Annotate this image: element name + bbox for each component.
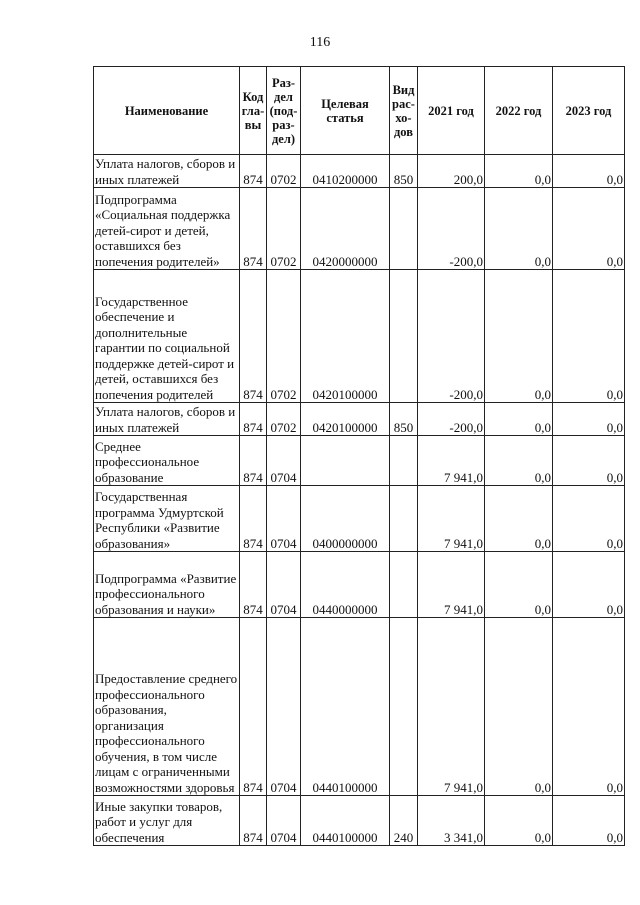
row-section: 0704: [267, 552, 301, 618]
row-2022: 0,0: [485, 486, 553, 552]
row-2023: 0,0: [553, 436, 625, 486]
row-2021: -200,0: [418, 403, 485, 436]
row-2021: 200,0: [418, 155, 485, 188]
row-expense-type: [390, 552, 418, 618]
row-2022: 0,0: [485, 796, 553, 846]
table-row: [94, 486, 625, 552]
row-expense-type: [390, 436, 418, 486]
header-expense-type: Вид рас- хо- дов: [390, 67, 418, 155]
table-row: [94, 403, 625, 436]
header-2022: 2022 год: [485, 67, 553, 155]
row-code: 874: [240, 155, 267, 188]
row-name: Среднее профессиональное образование: [94, 436, 240, 486]
budget-table: [93, 66, 625, 846]
header-name: Наименование: [94, 67, 240, 155]
row-2022: 0,0: [485, 155, 553, 188]
row-section: 0704: [267, 618, 301, 796]
row-2021: 7 941,0: [418, 486, 485, 552]
row-target: 0420100000: [301, 270, 390, 403]
header-target: Целевая статья: [301, 67, 390, 155]
row-target: 0420000000: [301, 188, 390, 270]
row-code: 874: [240, 796, 267, 846]
row-section: 0704: [267, 436, 301, 486]
row-section: 0704: [267, 796, 301, 846]
row-section: 0702: [267, 403, 301, 436]
row-target: 0440100000: [301, 796, 390, 846]
row-name: Уплата налогов, сборов и иных платежей: [94, 155, 240, 188]
page-number: 116: [309, 35, 331, 50]
row-name: Иные закупки товаров, работ и услуг для обеспечения: [94, 796, 240, 846]
row-code: 874: [240, 618, 267, 796]
header-section: Раз- дел (под- раз- дел): [267, 67, 301, 155]
row-section: 0702: [267, 270, 301, 403]
row-target: 0420100000: [301, 403, 390, 436]
row-code: 874: [240, 486, 267, 552]
header-2021: 2021 год: [418, 67, 485, 155]
row-expense-type: [390, 188, 418, 270]
row-target: 0440000000: [301, 552, 390, 618]
row-target: [301, 436, 390, 486]
row-name: Государственная программа Удмуртской Республики «Развитие образования»: [94, 486, 240, 552]
row-expense-type: 850: [390, 403, 418, 436]
row-2023: 0,0: [553, 796, 625, 846]
table-row: [94, 552, 625, 618]
row-name: Предоставление среднего профессионального образования, организация профессионального обучения, в том числе лицам с ограниченными возможностями здоровья: [94, 618, 240, 796]
row-expense-type: [390, 618, 418, 796]
row-2021: 3 341,0: [418, 796, 485, 846]
row-2021: -200,0: [418, 188, 485, 270]
row-code: 874: [240, 403, 267, 436]
row-name: Государственное обеспечение и дополнительные гарантии по социальной поддержке детей-сирот и детей, оставшихся без попечения родителей: [94, 270, 240, 403]
row-expense-type: 850: [390, 155, 418, 188]
row-section: 0704: [267, 486, 301, 552]
row-2021: 7 941,0: [418, 436, 485, 486]
row-2023: 0,0: [553, 155, 625, 188]
row-code: 874: [240, 188, 267, 270]
row-2023: 0,0: [553, 618, 625, 796]
header-2023: 2023 год: [553, 67, 625, 155]
row-name: Уплата налогов, сборов и иных платежей: [94, 403, 240, 436]
row-code: 874: [240, 436, 267, 486]
table-row: [94, 618, 625, 796]
row-2021: -200,0: [418, 270, 485, 403]
row-2022: 0,0: [485, 618, 553, 796]
row-2022: 0,0: [485, 270, 553, 403]
row-2023: 0,0: [553, 188, 625, 270]
row-target: 0440100000: [301, 618, 390, 796]
row-2022: 0,0: [485, 552, 553, 618]
table-row: [94, 796, 625, 846]
row-2023: 0,0: [553, 270, 625, 403]
row-2022: 0,0: [485, 403, 553, 436]
row-expense-type: [390, 270, 418, 403]
header-code: Код гла- вы: [240, 67, 267, 155]
row-expense-type: 240: [390, 796, 418, 846]
row-target: 0400000000: [301, 486, 390, 552]
row-section: 0702: [267, 188, 301, 270]
row-2022: 0,0: [485, 188, 553, 270]
row-2023: 0,0: [553, 552, 625, 618]
row-section: 0702: [267, 155, 301, 188]
row-2022: 0,0: [485, 436, 553, 486]
table-row: [94, 155, 625, 188]
table-row: [94, 436, 625, 486]
row-2021: 7 941,0: [418, 618, 485, 796]
row-2023: 0,0: [553, 403, 625, 436]
row-target: 0410200000: [301, 155, 390, 188]
row-expense-type: [390, 486, 418, 552]
row-code: 874: [240, 270, 267, 403]
row-name: Подпрограмма «Социальная поддержка детей-сирот и детей, оставшихся без попечения родителей»: [94, 188, 240, 270]
table-row: [94, 188, 625, 270]
row-2023: 0,0: [553, 486, 625, 552]
header-row: [94, 67, 625, 155]
row-code: 874: [240, 552, 267, 618]
row-2021: 7 941,0: [418, 552, 485, 618]
row-name: Подпрограмма «Развитие профессионального образования и науки»: [94, 552, 240, 618]
table-row: [94, 270, 625, 403]
